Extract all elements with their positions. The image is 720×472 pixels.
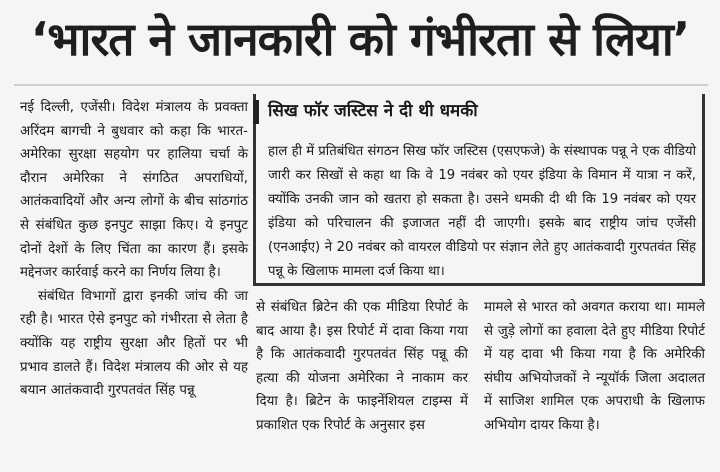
headline-divider	[14, 84, 708, 86]
headline: ‘भारत ने जानकारी को गंभीरता से लिया’	[30, 12, 690, 66]
column2-text: से संबंधित ब्रिटेन की एक मीडिया रिपोर्ट के बाद आया है। इस रिपोर्ट में दावा किया गया है कि आतंकवादी गुरपतवंत सिंह पन्नू की हत्या की योजना अमेरिका ने नाकाम कर दिया है। ब्रिटेन के फाइनेंशियल टाइम्स में प्रकाशित एक रिपोर्ट के अनुसार इस	[256, 300, 468, 433]
box-body: हाल ही में प्रतिबंधित संगठन सिख फॉर जस्टिस (एसएफजे) के संस्थापक पन्नू ने एक वीडियो जारी कर सिखों से कहा था कि वे 19 नवंबर को एयर इंडिया के विमान में यात्रा न करें, क्योंकि उनकी जान को खतरा हो सकता है। उसने धमकी दी थी कि 19 नवंबर को एयर इंडिया को परिचालन की इजाजत नहीं दी जाएगी। इसके बाद राष्ट्रीय जांच एजेंसी (एनआईए) ने 20 नवंबर को वायरल वीडियो पर संज्ञान लेते हुए आतंकवादी गुरपतवंत सिंह पन्नू के खिलाफ मामला दर्ज किया था।	[268, 144, 696, 279]
article-column-2	[256, 296, 468, 438]
column1-paragraph-2: संबंधित विभागों द्वारा इनकी जांच की जा रही है। भारत ऐसे इनपुट को गंभीरता से लेता है क्योंकि यह राष्ट्रीय सुरक्षा और हितों पर भी प्रभाव डालते हैं। विदेश मंत्रालय की ओर से यह बयान आतंकवादी गुरपतवंत सिंह पन्नू	[20, 288, 248, 399]
box-title: सिख फॉर जस्टिस ने दी थी धमकी	[268, 101, 478, 121]
sidebar-box	[253, 94, 705, 286]
article-column-1	[20, 96, 248, 403]
article-column-3	[484, 296, 705, 438]
column3-text: मामले से भारत को अवगत कराया था। मामले से जुड़े लोगों का हवाला देते हुए मीडिया रिपोर्ट में यह दावा भी किया गया है कि अमेरिकी संघीय अभियोजकों ने न्यूयॉर्क जिला अदालत में साजिश शामिल एक अपराधी के खिलाफ अभियोग दायर किया है।	[484, 300, 705, 433]
column1-paragraph-1: नई दिल्ली, एजेंसी। विदेश मंत्रालय के प्रवक्ता अरिंदम बागची ने बुधवार को कहा कि भारत-अमेरिका सुरक्षा सहयोग पर हालिया चर्चा के दौरान अमेरिका ने संगठित अपराधियों, आतंकवादियों और अन्य लोगों के बीच सांठगांठ से संबंधित कुछ इनपुट साझा किए। ये इनपुट दोनों देशों के लिए चिंता का कारण हैं। इसके मद्देनजर कार्रवाई करने का निर्णय लिया है।	[20, 100, 248, 281]
box-title-marker	[253, 100, 259, 124]
